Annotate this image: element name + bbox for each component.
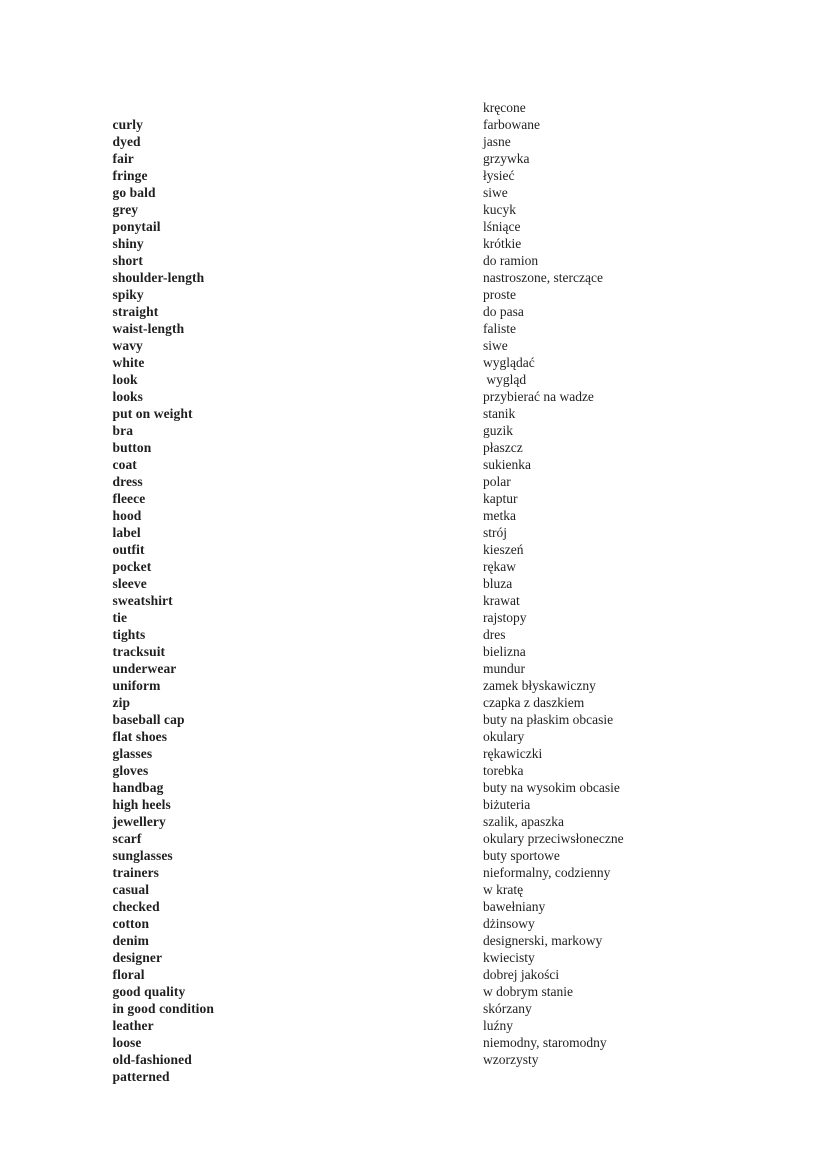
polish-translation: strój xyxy=(483,525,508,540)
polish-translation: rękawiczki xyxy=(483,746,543,761)
english-term: checked xyxy=(112,899,160,914)
english-term: looks xyxy=(112,389,144,404)
english-term: leather xyxy=(112,1018,154,1033)
english-term: tracksuit xyxy=(112,644,166,659)
polish-translation: łysieć xyxy=(483,168,515,183)
english-term: casual xyxy=(112,882,150,897)
polish-translation: wygląd xyxy=(483,372,527,387)
english-term: jewellery xyxy=(112,814,166,829)
english-term: put on weight xyxy=(112,406,193,421)
polish-translation: proste xyxy=(483,287,516,302)
polish-translation: metka xyxy=(483,508,516,523)
polish-translation: grzywka xyxy=(483,151,530,166)
vocab-row xyxy=(99,1051,799,1084)
english-term: white xyxy=(112,355,145,370)
polish-translation: siwe xyxy=(483,185,508,200)
polish-translation: okulary przeciwsłoneczne xyxy=(483,831,624,846)
polish-translation: mundur xyxy=(483,661,525,676)
english-term: ponytail xyxy=(112,219,161,234)
polish-translation: dżinsowy xyxy=(483,916,535,931)
english-term: floral xyxy=(112,967,145,982)
english-term: flat shoes xyxy=(112,729,168,744)
english-term: fleece xyxy=(112,491,146,506)
english-term: handbag xyxy=(112,780,164,795)
english-term: trainers xyxy=(112,865,160,880)
english-term: patterned xyxy=(112,1069,170,1084)
english-term: good quality xyxy=(112,984,186,999)
polish-translation: okulary xyxy=(483,729,525,744)
polish-translation: rękaw xyxy=(483,559,516,574)
vocab-list xyxy=(99,99,799,1084)
english-term: glasses xyxy=(112,746,153,761)
english-term: loose xyxy=(112,1035,142,1050)
polish-translation: bluza xyxy=(483,576,513,591)
polish-translation: nieformalny, codzienny xyxy=(483,865,611,880)
polish-translation: bielizna xyxy=(483,644,526,659)
english-term: coat xyxy=(112,457,137,472)
english-term: look xyxy=(112,372,138,387)
english-term: waist-length xyxy=(112,321,185,336)
polish-translation: wyglądać xyxy=(483,355,535,370)
english-term: zip xyxy=(112,695,131,710)
polish-translation: niemodny, staromodny xyxy=(483,1035,607,1050)
polish-translation: szalik, apaszka xyxy=(483,814,564,829)
english-term: outfit xyxy=(112,542,145,557)
polish-translation: rajstopy xyxy=(483,610,527,625)
english-term: tie xyxy=(112,610,128,625)
polish-translation: czapka z daszkiem xyxy=(483,695,585,710)
english-term: gloves xyxy=(112,763,149,778)
polish-translation: kwiecisty xyxy=(483,950,535,965)
polish-translation: krawat xyxy=(483,593,520,608)
polish-translation: stanik xyxy=(483,406,516,421)
english-term: button xyxy=(112,440,152,455)
polish-translation: dobrej jakości xyxy=(483,967,560,982)
polish-translation: krótkie xyxy=(483,236,522,251)
english-term: dyed xyxy=(112,134,141,149)
english-term: fair xyxy=(112,151,134,166)
polish-translation: luźny xyxy=(483,1018,513,1033)
english-term: cotton xyxy=(112,916,150,931)
polish-translation: siwe xyxy=(483,338,508,353)
english-term: shiny xyxy=(112,236,144,251)
polish-translation: farbowane xyxy=(483,117,540,132)
polish-translation: designerski, markowy xyxy=(483,933,603,948)
english-term: old-fashioned xyxy=(112,1052,192,1067)
english-term: grey xyxy=(112,202,139,217)
polish-translation: do pasa xyxy=(483,304,524,319)
english-term: sunglasses xyxy=(112,848,173,863)
english-term: designer xyxy=(112,950,163,965)
polish-translation: nastroszone, sterczące xyxy=(483,270,603,285)
english-term: baseball cap xyxy=(112,712,185,727)
polish-translation: skórzany xyxy=(483,1001,532,1016)
polish-translation: guzik xyxy=(483,423,513,438)
polish-translation: bawełniany xyxy=(483,899,546,914)
polish-translation: w kratę xyxy=(483,882,524,897)
polish-translation: kaptur xyxy=(483,491,518,506)
english-term: label xyxy=(112,525,141,540)
english-term: denim xyxy=(112,933,150,948)
english-term: underwear xyxy=(112,661,177,676)
english-term: fringe xyxy=(112,168,148,183)
polish-translation: buty na płaskim obcasie xyxy=(483,712,614,727)
english-term: sleeve xyxy=(112,576,147,591)
english-term: sweatshirt xyxy=(112,593,173,608)
polish-translation: buty sportowe xyxy=(483,848,560,863)
polish-translation: torebka xyxy=(483,763,524,778)
polish-translation: w dobrym stanie xyxy=(483,984,573,999)
polish-translation: płaszcz xyxy=(483,440,523,455)
english-term: pocket xyxy=(112,559,152,574)
english-term: curly xyxy=(112,117,143,132)
english-term: uniform xyxy=(112,678,161,693)
english-term: wavy xyxy=(112,338,143,353)
polish-translation: dres xyxy=(483,627,506,642)
polish-translation: do ramion xyxy=(483,253,539,268)
english-term: hood xyxy=(112,508,142,523)
english-term: scarf xyxy=(112,831,142,846)
english-term: dress xyxy=(112,474,143,489)
polish-translation: przybierać na wadze xyxy=(483,389,594,404)
polish-translation: polar xyxy=(483,474,511,489)
polish-translation: faliste xyxy=(483,321,516,336)
polish-translation: buty na wysokim obcasie xyxy=(483,780,620,795)
english-term: straight xyxy=(112,304,159,319)
vocab-row xyxy=(99,354,799,387)
english-term: go bald xyxy=(112,185,156,200)
polish-translation: lśniące xyxy=(483,219,521,234)
polish-translation: kieszeń xyxy=(483,542,524,557)
polish-translation: jasne xyxy=(483,134,511,149)
polish-translation: wzorzysty xyxy=(483,1052,539,1067)
english-term: shoulder-length xyxy=(112,270,205,285)
english-term: high heels xyxy=(112,797,171,812)
polish-translation: kręcone xyxy=(483,100,526,115)
polish-translation: sukienka xyxy=(483,457,531,472)
english-term: spiky xyxy=(112,287,144,302)
polish-translation: kucyk xyxy=(483,202,516,217)
english-term: tights xyxy=(112,627,146,642)
english-term: in good condition xyxy=(112,1001,214,1016)
polish-translation: zamek błyskawiczny xyxy=(483,678,596,693)
polish-translation: biżuteria xyxy=(483,797,531,812)
english-term: bra xyxy=(112,423,134,438)
english-term: short xyxy=(112,253,143,268)
